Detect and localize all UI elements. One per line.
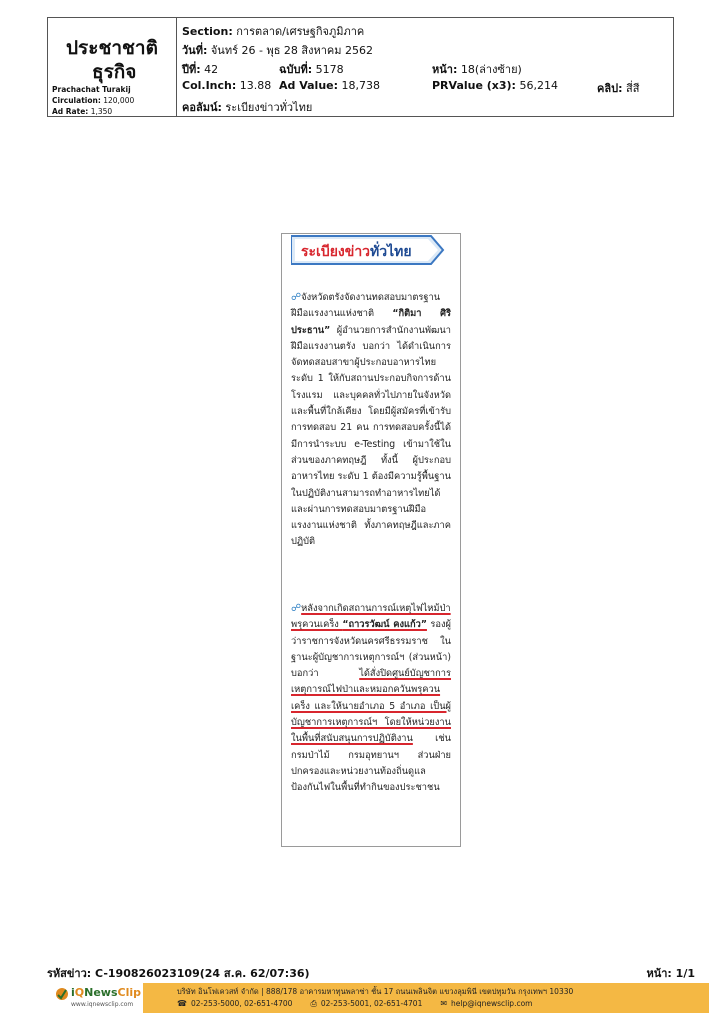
fax-icon: ⎙ bbox=[310, 999, 317, 1008]
bullet-icon: ☍ bbox=[291, 292, 302, 303]
email-contact[interactable]: ✉ help@iqnewsclip.com bbox=[440, 999, 533, 1008]
clip-header bbox=[47, 17, 674, 117]
publication-name-en: Prachachat Turakij bbox=[52, 85, 131, 94]
ad-rate: Ad Rate: 1,350 bbox=[52, 107, 113, 116]
highlighted-name: “ถาวรวัฒน์ คงแก้ว” bbox=[342, 619, 427, 631]
iqnewsclip-logo[interactable] bbox=[47, 983, 145, 1013]
prvalue-field: PRValue (x3): 56,214 bbox=[432, 79, 558, 92]
logo-wordmark: iQNewsClip bbox=[71, 986, 142, 999]
section-field: Section: การตลาด/เศรษฐกิจภูมิภาค bbox=[182, 25, 365, 38]
page-field: หน้า: 18(ล่างซ้าย) bbox=[432, 63, 522, 76]
article-paragraph-1: ☍จังหวัดตรังจัดงานทดสอบมาตรฐานฝีมือแรงงานแห่งชาติ “กิติมา ศิริประธาน” ผู้อำนวยการสำนักงานพัฒนาฝีมือแรงงานตรัง บอกว่า ได้ดำเนินการจัดทดสอบสาขาผู้ประกอบอาหารไทย ระดับ 1 ให้กับสถานประกอบกิจการด้านโรงแรม และบุคคลทั่วไปภายในจังหวัดและพื้นที่ใกล้เคียง โดยมีผู้สมัครที่เข้ารับการทดสอบ 21 คน การทดสอบครั้งนี้ได้มีการนำระบบ e-Testing เข้ามาใช้ในส่วนของภาคทฤษฎี ทั้งนี้ ผู้ประกอบอาหารไทย ระดับ 1 ต้องมีความรู้พื้นฐานในปฏิบัติงานสามารถทำอาหารไทยได้ และผ่านการทดสอบมาตรฐานฝีมือแรงงานแห่งชาติ ทั้งภาคทฤษฎีและภาคปฏิบัติ bbox=[291, 292, 451, 548]
circulation: Circulation: 120,000 bbox=[52, 96, 135, 105]
phone-icon: ☎ bbox=[177, 999, 187, 1008]
news-code: รหัสข่าว: C-190826023109(24 ส.ค. 62/07:36) bbox=[47, 967, 310, 980]
footer-meta bbox=[47, 964, 695, 982]
phone-contact: ☎ 02-253-5000, 02-651-4700 bbox=[177, 999, 293, 1008]
date-field: วันที่: จันทร์ 26 - พุธ 28 สิงหาคม 2562 bbox=[182, 44, 374, 57]
contact-info bbox=[145, 983, 709, 1013]
highlighted-text: หลังจากเกิดสถานการณ์เหตุไฟไหม้ป่าพรุควนเคร็ง bbox=[291, 603, 451, 631]
advalue-field: Ad Value: 18,738 bbox=[279, 79, 381, 92]
contact-channels bbox=[177, 999, 532, 1009]
highlighted-text: ได้สั่งปิดศูนย์บัญชาการเหตุการณ์ไฟป่าและหมอกควันพรุควนเคร็ง และให้นายอำเภอ 5 อำเภอ เป็นผู้บัญชาการเหตุการณ์ฯ โดยให้หน่วยงานในพื้นที่สนับสนุนการปฏิบัติงาน bbox=[291, 668, 451, 745]
issue-field: ฉบับที่: 5178 bbox=[279, 63, 344, 76]
article-paragraph-2: ☍หลังจากเกิดสถานการณ์เหตุไฟไหม้ป่าพรุควนเคร็ง “ถาวรวัฒน์ คงแก้ว” รองผู้ว่าราชการจังหวัดนครศรีธรรมราช ในฐานะผู้บัญชาการเหตุการณ์ฯ (ส่วนหน้า) บอกว่า ได้สั่งปิดศูนย์บัญชาการเหตุการณ์ไฟป่าและหมอกควันพรุควนเคร็ง และให้นายอำเภอ 5 อำเภอ เป็นผู้บัญชาการเหตุการณ์ฯ โดยให้หน่วยงานในพื้นที่สนับสนุนการปฏิบัติงาน เช่น กรมป่าไม้ กรมอุทยานฯ ส่วนฝ่ายปกครองและหน่วยงานท้องถิ่นดูแลป้องกันไฟในพื้นที่ทำกินของประชาชน bbox=[291, 603, 451, 794]
column-field: คอลัมน์: ระเบียงข่าวทั่วไทย bbox=[182, 101, 313, 114]
publication-name-thai-line1: ประชาชาติ bbox=[66, 37, 158, 59]
footer-bar bbox=[47, 983, 709, 1013]
logo-mark-icon bbox=[55, 987, 69, 1001]
page-count: หน้า: 1/1 bbox=[646, 967, 695, 980]
fax-contact: ⎙ 02-253-5001, 02-651-4701 bbox=[310, 999, 423, 1008]
column-banner bbox=[291, 235, 438, 265]
year-field: ปีที่: 42 bbox=[182, 63, 219, 76]
logo-url: www.iqnewsclip.com bbox=[71, 1001, 134, 1008]
clip-type-field: คลิป: สี่สี bbox=[597, 82, 640, 95]
colinch-field: Col.Inch: 13.88 bbox=[182, 79, 272, 92]
banner-title: ระเบียงข่าวทั่วไทย bbox=[301, 244, 412, 260]
publication-block bbox=[48, 18, 177, 116]
email-icon: ✉ bbox=[440, 999, 448, 1008]
clip-metadata bbox=[177, 18, 673, 116]
bullet-icon: ☍ bbox=[291, 603, 302, 614]
company-address: บริษัท อินโฟเควสท์ จำกัด | 888/178 อาคารมหาทุนพลาซ่า ชั้น 17 ถนนเพลินจิต แขวงลุมพินี เขตปทุมวัน กรุงเทพฯ 10330 bbox=[177, 987, 574, 996]
publication-name-thai-line2: ธุรกิจ bbox=[92, 61, 137, 83]
